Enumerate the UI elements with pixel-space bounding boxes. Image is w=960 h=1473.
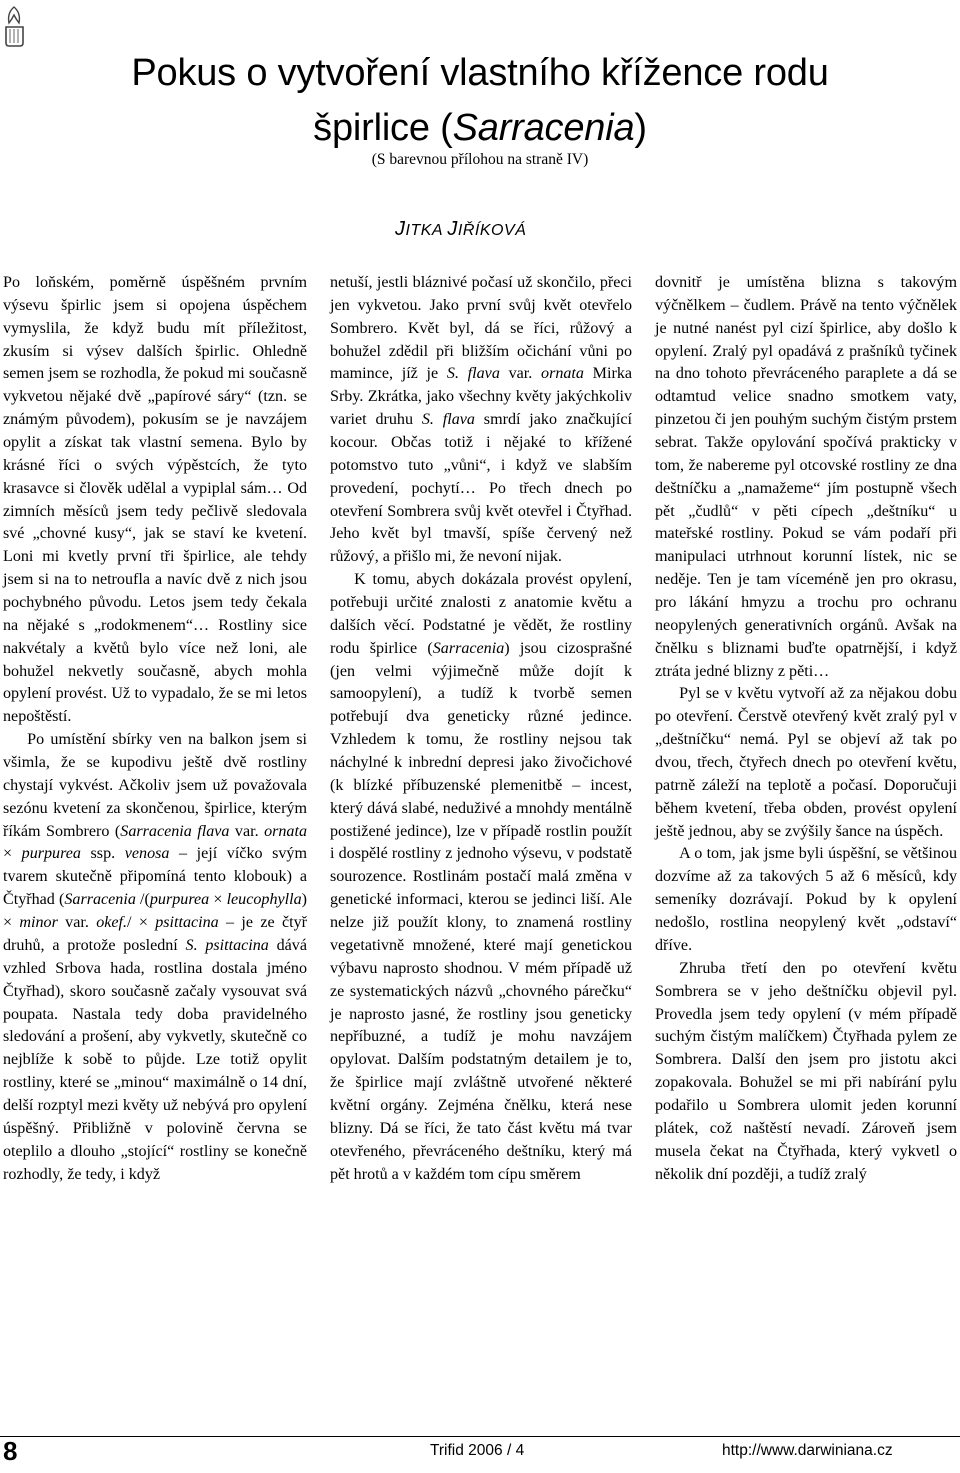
paragraph: A o tom, jak jsme byli úspěšní, se většinou dozvíme až za takových 5 až 6 měsíců, kdy semeníky dozrávají. Pokud by k opylení nedošlo, rostlina neopylený květ „odstaví“ dříve. <box>655 845 957 954</box>
article-column-2 <box>330 272 632 1186</box>
author-first-rest: ITKA <box>405 222 443 239</box>
footer-divider <box>0 1436 960 1437</box>
title-line-2-text: špirlice ( <box>313 107 453 149</box>
journal-issue: Trifid 2006 / 4 <box>430 1442 525 1459</box>
page-number: 8 <box>3 1436 18 1466</box>
paragraph: Po umístění sbírky ven na balkon jsem si všimla, že se kupodivu ještě dvě rostliny chystají vykvést. Ačkoliv jsem už považovala sezónu kvetení za skončenou, špirlice, kterým říkám Sombrero (Sarracenia flava var. ornata × purpurea ssp. venosa – její víčko svým tvarem skutečně připomíná tento klobouk) a Čtyřhad (Sarracenia /(purpurea × leucophylla) × minor var. okef./ × psittacina – je ze čtyř druhů, a protože poslední S. psittacina dává vzhled Srbova hada, rostlina dostala jméno Čtyřhad), skoro současně začaly vysouvat svá poupata. Nastala tedy doba pravidelného sledování a prošení, aby vykvetly, skutečně co nejblíže k sobě to půjde. Lze totiž opylit rostliny, které se „minou“ maximálně o 14 dní, delší rozptyl mezi květy už nebývá pro opylení úspěšný. Přibližně v polovině června se oteplilo a dlouho „stojící“ rostliny se konečně rozhodly, že tedy, i když <box>3 731 307 1183</box>
title-line-1: Pokus o vytvoření vlastního křížence rodu <box>131 52 829 94</box>
title-genus-name: Sarracenia <box>452 107 635 149</box>
article-column-1 <box>3 272 307 1186</box>
author-first-initial: J <box>395 218 406 240</box>
author-last-initial: J <box>447 218 458 240</box>
article-column-3 <box>655 272 957 1186</box>
paragraph: dovnitř je umístěna blizna s takovým výčnělkem – čudlem. Právě na tento výčnělek je nutné nanést pyl cizí špirlice, aby došlo k opylení. Zralý pyl opadává z prašníků tyčinek na dno tohoto převráceného paraplete a dá se odtamtud velice snadno smotkem vaty, pinzetou či jen pouhým suchým čistým prstem sebrat. Takže opylování spočívá prakticky v tom, že nabereme pyl otcovské rostliny ze dna deštníčku a „namažeme“ jím postupně všech pět „čudlů“ v pěti cípech „deštníku“ u mateřské rostliny. Pokud se vám podaří při manipulaci utrhnout korunní lístek, nic se neděje. Ten je tam víceméně jen pro okrasu, pro lákání hmyzu a trochu pro ochranu neopylených generativních orgánů. Avšak na čnělku s bliznami buďte opatrnější, i když ztráta jedné blizny z pěti… <box>655 274 957 680</box>
article-subtitle: (S barevnou přílohou na straně IV) <box>371 151 589 168</box>
article-title <box>0 46 960 156</box>
paragraph: Po loňském, poměrně úspěšném prvním výsevu špirlic jsem si opojena úspěchem vymyslila, že když budu mít příležitost, zkusím si výsev dalších špirlic. Ohledně semen jsem se rozhodla, že pokud mi současně vykvetou nějaké dvě „papírové sáry“ (tzn. se známým původem), pokusím se je navzájem opylit a získat tak vlastní semena. Bylo by krásné říci o svých výpěstcích, že tyto krasavce si člověk udělal a vypiplal sám… Od zimních měsíců jsem tedy pečlivě sledovala své „chovné kusy“, jak se staví ke kvetení. Loni mi kvetly první tři špirlice, ale tehdy jsem si na to netroufla a navíc dvě z nich jsou pochybného původu. Letos jsem tedy čekala na nějaké s „rodokmenem“… Rostliny sice nakvétaly a květů bylo více než loni, ale bohužel nekvetly současně, abych mohla opylení provést. Už to vypadalo, že se mi letos nepoštěstí. <box>3 274 307 726</box>
paragraph: K tomu, abych dokázala provést opylení, potřebuji určité znalosti z anatomie květu a dalších věcí. Podstatné je vědět, že rostliny rodu špirlice (Sarracenia) jsou cizosprašné (jen velmi výjimečně může dojít k samoopylení), a tudíž k tvorbě semen potřebují dva geneticky různé jedince. Vzhledem k tomu, že rostliny nejsou tak náchylné k inbrední depresi jako živočichové (k blízké příbuzenské plemenitbě – incest, který dává slabé, neduživé a mnohdy mentálně postižené jedince), lze v případě rostlin použít i dospělé rostliny z jednoho výsevu, v podstatě sourozence. Rostlinám postačí malá změna v genetické informaci, kterou se jedinci liší. Ale nelze již použít klony, to znamená rostliny vegetativně množené, které mají genetickou výbavu naprosto shodnou. V mém případě už ze systematických názvů „chovného párečku“ je naprosto jasné, že rostliny jsou geneticky nepříbuzné, a tudíž je mohu navzájem opylovat. Dalším podstatným detailem je to, že špirlice mají zvláštně utvořené některé květní orgány. Zejména čnělku, která nese blizny. Dá se říci, že tato část květu má tvar otevřeného, převráceného deštníku, který má pět hrotů a v každém tom cípu směrem <box>330 571 632 1183</box>
footer-url: http://www.darwiniana.cz <box>722 1442 893 1459</box>
title-line-2-close: ) <box>634 107 647 149</box>
paragraph: Pyl se v květu vytvoří až za nějakou dobu po otevření. Čerstvě otevřený květ zralý pyl v „deštníčku“ nemá. Pyl se objeví až tak po dvou, třech, čtyřech dnech po otevření květu, patrně záleží na teplotě a počasí. Doporučuji během kvetení, třeba obden, provést opylení ještě jednou, aby se zvýšily šance na úspěch. <box>655 685 957 840</box>
author-last-rest: IŘÍKOVÁ <box>457 222 527 239</box>
paragraph: Zhruba třetí den po otevření květu Sombrera se v jeho deštníčku objevil pyl. Provedla jsem tedy opylení (v mém případě suchým čistým malíčkem) Čtyřhada pylem ze Sombrera. Další den jsem pro jistotu akci zopakovala. Bohužel se mi při nabírání pylu podařilo u Sombrera ulomit jeden korunní plátek, což naštěstí nevadí. Zároveň jsem musela čekat na Čtyřhada, který vykvetl o několik dní později, a tudíž zralý <box>655 959 957 1183</box>
paragraph: netuší, jestli bláznivé počasí už skončilo, přeci jen vykvetou. Jako první svůj květ otevřelo Sombrero. Květ byl, dá se říci, růžový a bohužel zdědil při bližším očichání vůni po mamince, jíž je S. flava var. ornata Mirka Srby. Zkrátka, jako všechny květy jakýchkoliv variet druhu S. flava smrdí jako značkující kocour. Občas totiž i nějaké to křížené potomstvo tuto „vůni“, i když ve slabším provedení, pochytí… Po třech dnech po otevření Sombrera svůj květ otevřel i Čtyřhad. Jeho květ byl tmavší, spíše červený než růžový, a přišlo mi, že nevoní nijak. <box>330 274 633 566</box>
darwiniana-logo-icon <box>3 3 25 47</box>
title-line-2 <box>0 101 960 156</box>
article-author <box>395 218 595 242</box>
